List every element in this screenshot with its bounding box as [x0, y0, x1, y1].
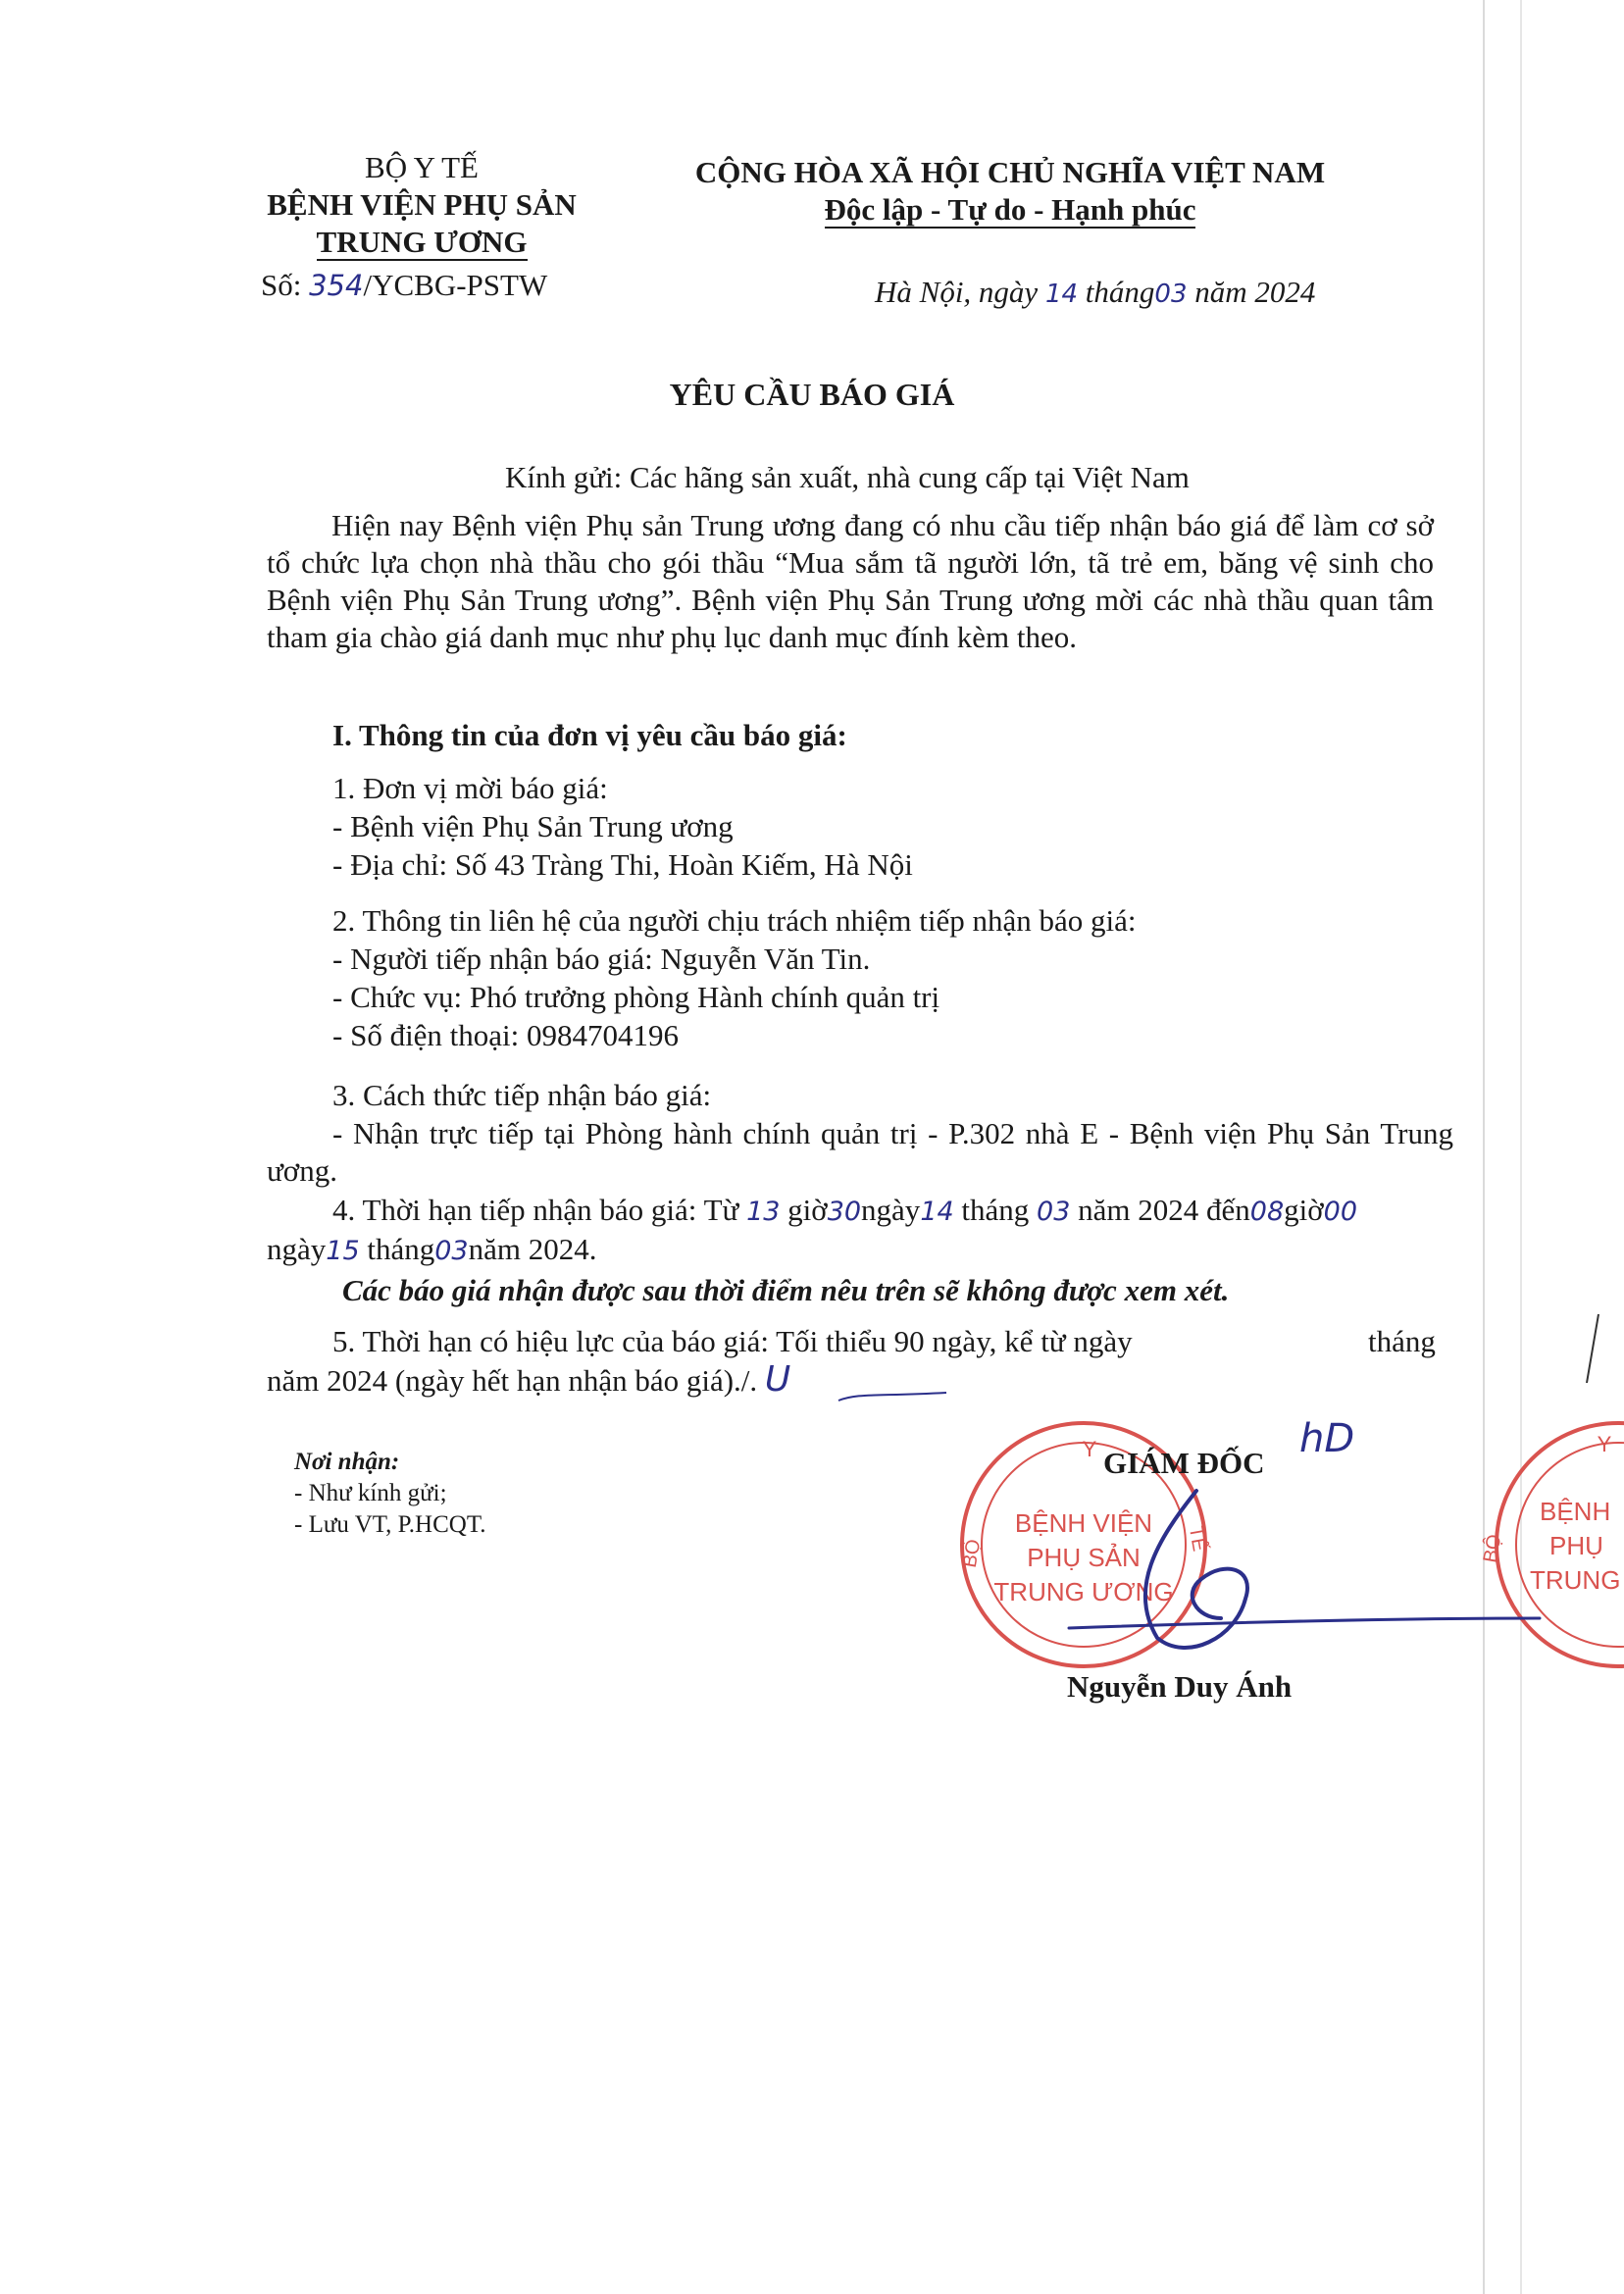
- number-suffix: /YCBG-PSTW: [363, 268, 548, 302]
- item4-line1: [332, 1192, 1357, 1231]
- number-handwritten: 354: [309, 269, 364, 302]
- partial-stamp-top: Y: [1597, 1432, 1612, 1456]
- item4-day-from: 14: [920, 1197, 954, 1227]
- item5-initials: U: [764, 1359, 791, 1400]
- recipients-title: Nơi nhận:: [294, 1449, 400, 1475]
- director-title: GIÁM ĐỐC: [1103, 1446, 1265, 1480]
- partial-stamp-line2: PHỤ: [1549, 1531, 1603, 1560]
- item4-text: giờ: [787, 1193, 828, 1227]
- item2-title: 2. Thông tin liên hệ của người chịu trách nhiệm tiếp nhận báo giá:: [332, 903, 1137, 938]
- stamp-top: Y: [1082, 1437, 1097, 1461]
- stamp-left: BỘ: [958, 1537, 986, 1570]
- item2-phone: - Số điện thoại: 0984704196: [332, 1018, 680, 1052]
- item4-text: tháng: [961, 1193, 1030, 1227]
- item1-address: - Địa chỉ: Số 43 Tràng Thi, Hoàn Kiếm, Hà Nội: [332, 847, 913, 882]
- item4-month-to: 03: [434, 1236, 469, 1266]
- date-day-handwritten: 14: [1044, 280, 1079, 309]
- partial-stamp-line1: BỆNH: [1540, 1497, 1611, 1526]
- item4-text: giờ: [1284, 1193, 1324, 1227]
- item1-name: - Bệnh viện Phụ Sản Trung ương: [332, 809, 734, 843]
- country-name: CỘNG HÒA XÃ HỘI CHỦ NGHĨA VIỆT NAM: [694, 155, 1326, 189]
- hospital-name-line1: BỆNH VIỆN PHỤ SẢN: [267, 187, 577, 222]
- document-number: [261, 267, 547, 304]
- initials-stroke: [819, 1363, 956, 1412]
- item5-line1a: 5. Thời hạn có hiệu lực của báo giá: Tối thiểu 90 ngày, kể từ ngày: [332, 1324, 1133, 1358]
- item5-text: năm 2024 (ngày hết hạn nhận báo giá)./.: [267, 1363, 758, 1398]
- document-title: YÊU CẦU BÁO GIÁ: [669, 377, 955, 412]
- item4-text: tháng: [367, 1232, 435, 1266]
- item5-line2: [267, 1361, 790, 1400]
- date-year: năm 2024: [1194, 275, 1316, 309]
- recipients-block: [294, 1447, 486, 1541]
- item5-line1b: tháng: [1368, 1324, 1436, 1358]
- national-motto: Độc lập - Tự do - Hạnh phúc: [824, 192, 1196, 227]
- item4-line2: [267, 1231, 596, 1270]
- date-month-handwritten: 03: [1154, 280, 1188, 309]
- partial-stamp-left: BỘ: [1479, 1532, 1506, 1565]
- item4-hour-to: 08: [1249, 1197, 1285, 1227]
- partial-stamp-line3: TRUNG: [1530, 1565, 1621, 1595]
- section-heading: I. Thông tin của đơn vị yêu cầu báo giá:: [332, 718, 847, 752]
- recipients-line2: - Lưu VT, P.HCQT.: [294, 1511, 486, 1538]
- item4-minute-from: 30: [827, 1197, 862, 1227]
- item4-hour-from: 13: [746, 1197, 781, 1227]
- ministry-name: BỘ Y TẾ: [365, 150, 479, 184]
- director-initials: hD: [1299, 1416, 1355, 1461]
- item4-minute-to: 00: [1323, 1197, 1358, 1227]
- header-left: [191, 149, 652, 261]
- stamp-right: TẾ: [1184, 1524, 1210, 1554]
- recipients-line1: - Như kính gửi;: [294, 1480, 447, 1506]
- director-signature: [1010, 1471, 1559, 1667]
- item1-title: 1. Đơn vị mời báo giá:: [332, 771, 608, 805]
- item4-note: Các báo giá nhận được sau thời điểm nêu trên sẽ không được xem xét.: [342, 1273, 1230, 1307]
- date-month-label: tháng: [1085, 275, 1155, 309]
- issue-date: [875, 274, 1315, 313]
- scan-edge-line: [1520, 0, 1522, 2294]
- director-name: Nguyễn Duy Ánh: [1067, 1669, 1293, 1704]
- stamp-line2: PHỤ SẢN: [1027, 1543, 1141, 1572]
- date-prefix: Hà Nội, ngày: [875, 275, 1039, 309]
- scan-edge-line: [1483, 0, 1485, 2294]
- item3-method: - Nhận trực tiếp tại Phòng hành chính quản trị - P.302 nhà E - Bệnh viện Phụ Sản Trung ương.: [267, 1116, 1453, 1188]
- stamp-line1: BỆNH VIỆN: [1014, 1508, 1153, 1538]
- item3-title: 3. Cách thức tiếp nhận báo giá:: [332, 1078, 712, 1112]
- item2-position: - Chức vụ: Phó trưởng phòng Hành chính quản trị: [332, 980, 940, 1014]
- stamp-line3: TRUNG ƯƠNG: [993, 1577, 1174, 1606]
- hospital-name-line2: TRUNG ƯƠNG: [316, 225, 528, 259]
- recipient-line: Kính gửi: Các hãng sản xuất, nhà cung cấp tại Việt Nam: [505, 460, 1190, 494]
- intro-paragraph: Hiện nay Bệnh viện Phụ sản Trung ương đang có nhu cầu tiếp nhận báo giá để làm cơ sở tổ chức lựa chọn nhà thầu cho gói thầu “Mua sắm tã người lớn, tã trẻ em, băng vệ sinh cho Bệnh viện Phụ Sản Trung ương”. Bệnh viện Phụ Sản Trung ương mời các nhà thầu quan tâm tham gia chào giá danh mục như phụ lục danh mục đính kèm theo.: [267, 508, 1434, 654]
- item4-text: 4. Thời hạn tiếp nhận báo giá: Từ: [332, 1193, 739, 1227]
- item4-text: ngày: [267, 1232, 327, 1266]
- item2-person: - Người tiếp nhận báo giá: Nguyễn Văn Tin.: [332, 942, 871, 976]
- edge-mark: [1569, 1304, 1624, 1393]
- number-prefix: Số:: [261, 268, 302, 302]
- item4-month-from: 03: [1037, 1197, 1071, 1227]
- item4-text: năm 2024.: [468, 1232, 597, 1266]
- item4-text: ngày: [861, 1193, 921, 1227]
- header-right: [686, 154, 1334, 229]
- item4-day-to: 15: [326, 1236, 360, 1266]
- item4-text: năm 2024 đến: [1078, 1193, 1250, 1227]
